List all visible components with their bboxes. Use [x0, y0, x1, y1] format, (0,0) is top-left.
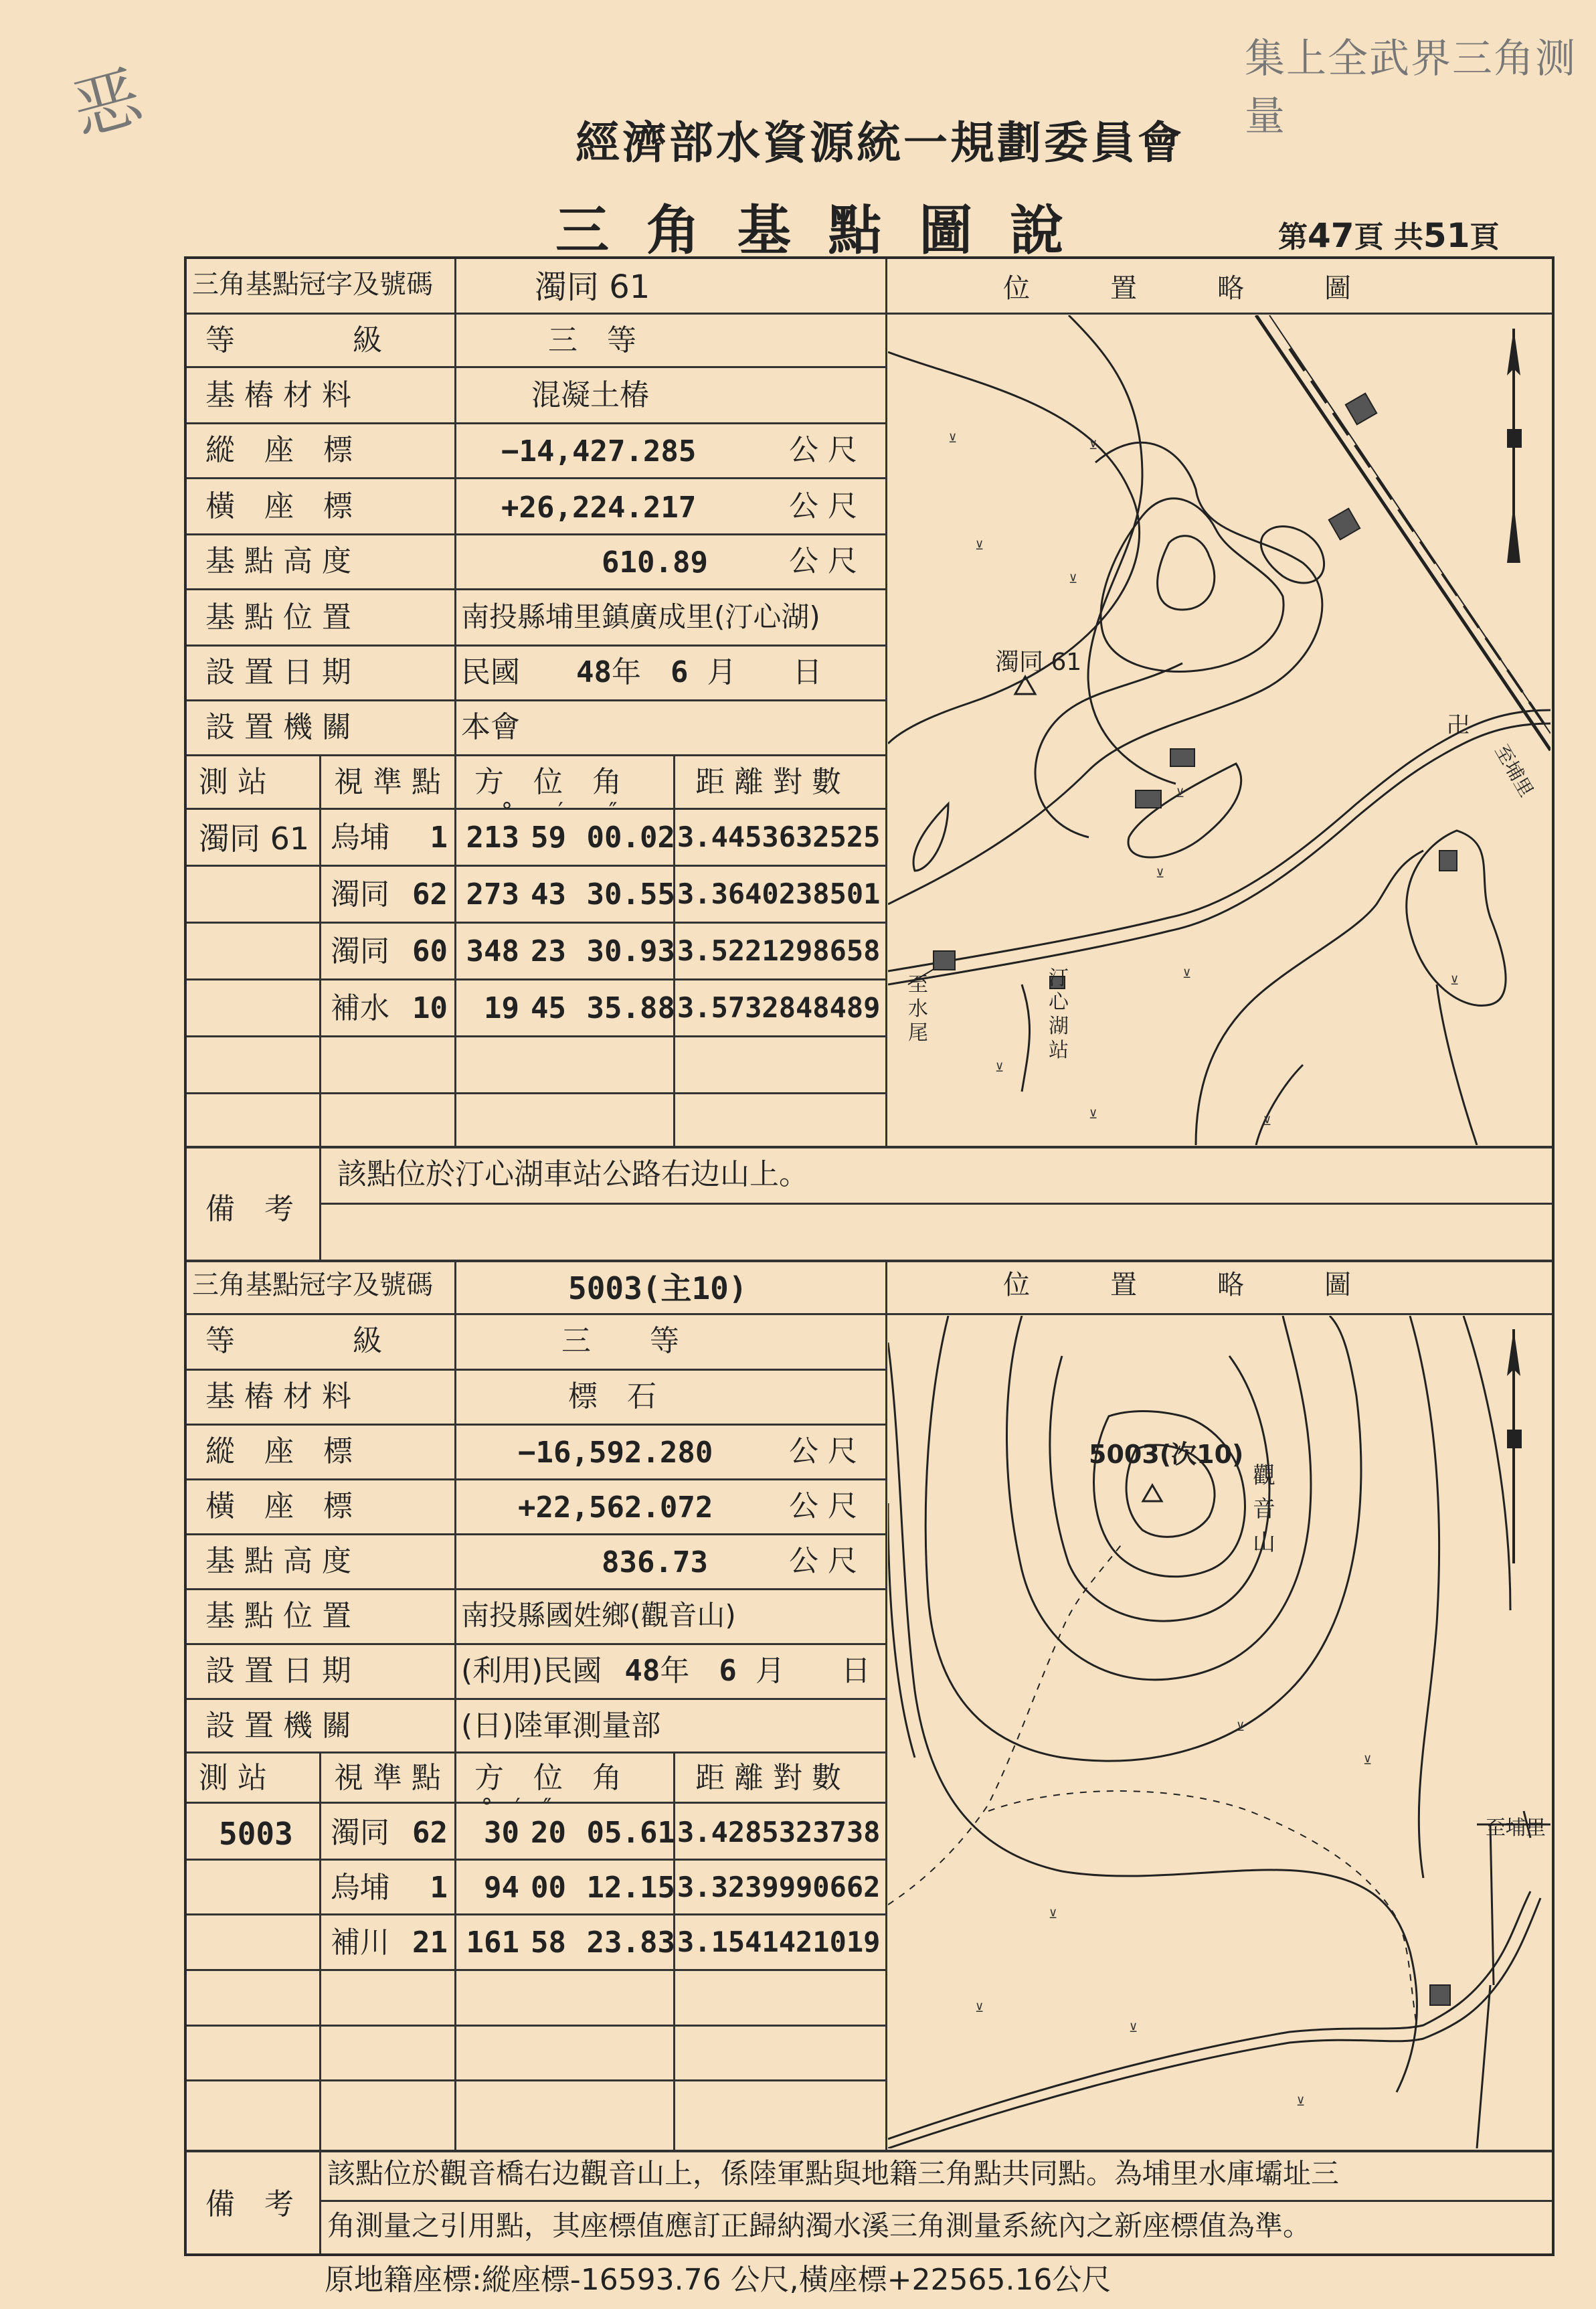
label-remarks-1: 備 考: [205, 1192, 294, 1226]
label-height-2: 基 點 高 度: [205, 1544, 351, 1578]
map1-rail-text: [1490, 741, 1538, 800]
label-code: 三角基點冠字及號碼: [192, 269, 433, 300]
obs-deg: 94: [484, 1871, 519, 1905]
handwritten-note: 集上全武界三角测量: [1245, 35, 1577, 140]
value-date-2: [461, 1656, 871, 1686]
obs-min: 00: [531, 1871, 566, 1905]
label-height: 基 點 高 度: [205, 544, 351, 578]
obs-min: 58: [531, 1926, 566, 1960]
label-date-2: 設 置 日 期: [205, 1654, 351, 1688]
obs-sec: 23.83: [586, 1926, 675, 1960]
svg-text:⊻: ⊻: [975, 539, 984, 553]
value-east-2: +22,562.072: [518, 1490, 713, 1525]
obs-target-num: 62: [412, 877, 448, 912]
obs-min: 45: [531, 991, 566, 1025]
remarks-2-line-2: 角測量之引用點，其座標值應訂正歸納濁水溪三角測量系統內之新座標值為準。: [327, 2209, 1312, 2242]
obs-target: 烏埔: [331, 1871, 389, 1905]
svg-text:⊻: ⊻: [1363, 1754, 1372, 1768]
remarks-1: 該點位於汀心湖車站公路右边山上。: [337, 1157, 808, 1191]
unit-height: 公 尺: [789, 544, 857, 578]
station-name-2: 5003: [219, 1816, 293, 1852]
svg-text:至埔里: 至埔里: [1490, 741, 1538, 801]
svg-text:至: 至: [908, 973, 928, 997]
obs-deg: 19: [484, 991, 519, 1025]
org-title: 經濟部水資源統一規劃委員會: [575, 116, 1184, 169]
label-target-2: 視 準 點: [334, 1761, 441, 1795]
page-prefix: 第: [1278, 220, 1308, 254]
map-title-2: 位 置 略 圖: [1003, 1270, 1351, 1300]
value-north-2: −16,592.280: [518, 1436, 713, 1470]
date-day-unit: 日: [792, 655, 822, 689]
page-counter: [1278, 213, 1500, 256]
svg-text:心: 心: [1049, 991, 1069, 1014]
map2-road-label: 至埔里: [1486, 1816, 1546, 1840]
obs-target: 烏埔: [331, 821, 389, 855]
svg-text:汀: 汀: [1049, 966, 1069, 990]
map2-point-label: 5003(次10): [1089, 1440, 1244, 1469]
unit-east: 公 尺: [789, 489, 857, 523]
unit-east-2: 公 尺: [789, 1489, 857, 1523]
svg-text:觀: 觀: [1253, 1462, 1275, 1489]
obs-target-num: 62: [412, 1816, 448, 1850]
value-location: 南投縣埔里鎮廣成里(汀心湖): [461, 600, 820, 633]
north-arrow-icon: [1507, 1329, 1522, 1563]
svg-text:水: 水: [908, 997, 928, 1021]
azimuth-marks-2: ° ′ ″: [481, 1794, 552, 1820]
svg-text:⊻: ⊻: [1049, 1907, 1058, 1921]
obs-sec: 00.02: [586, 821, 675, 855]
value-code-2: 5003(主10): [568, 1270, 747, 1306]
svg-text:湖: 湖: [1049, 1015, 1069, 1038]
obs-log: 3.4453632525: [677, 821, 881, 853]
obs-target: 濁同: [331, 1816, 389, 1850]
map1-station-label: [1049, 966, 1069, 1062]
value-material: 混凝土椿: [531, 378, 649, 412]
label-logdist: 距 離 對 數: [695, 765, 841, 799]
obs-target: 補水: [331, 991, 389, 1025]
obs-log: 3.4285323738: [677, 1816, 881, 1849]
date-year-unit: 年: [611, 655, 641, 689]
svg-text:⊻: ⊻: [948, 432, 958, 446]
map1-temple-mark: 卍: [1447, 712, 1470, 739]
label-date: 設 置 日 期: [205, 655, 351, 689]
azimuth-marks: ° ′ ″: [501, 798, 618, 825]
remarks-2-line-1: 該點位於觀音橋右边觀音山上，係陸軍點與地籍三角點共同點。為埔里水庫壩址三: [327, 2157, 1340, 2190]
obs-deg: 213: [466, 821, 519, 855]
svg-text:⊻: ⊻: [1129, 2021, 1138, 2035]
label-north-2: 縱 座 標: [205, 1434, 353, 1468]
label-grade-2: 等 級: [205, 1324, 382, 1358]
map2-grass-marks: [975, 1720, 1372, 2109]
footer-note: 原地籍座標:縱座標-16593.76 公尺,橫座標+22565.16公尺: [325, 2263, 1112, 2297]
value-agency: 本會: [461, 710, 520, 744]
label-location: 基 點 位 置: [205, 600, 351, 634]
unit-north: 公 尺: [789, 433, 857, 467]
label-location-2: 基 點 位 置: [205, 1599, 351, 1633]
obs-target: 濁同: [331, 934, 389, 968]
obs-min: 43: [531, 877, 566, 912]
label-east: 橫 座 標: [205, 489, 353, 523]
svg-text:⊻: ⊻: [1182, 967, 1192, 981]
obs-target-num: 1: [430, 1871, 448, 1905]
date-month: 6: [670, 655, 689, 689]
unit-north-2: 公 尺: [789, 1434, 857, 1468]
label-azimuth: 方 位 角: [474, 765, 622, 799]
obs-target-num: 10: [412, 991, 448, 1025]
svg-text:⊻: ⊻: [1176, 786, 1185, 800]
north-arrow-icon: [1507, 329, 1522, 563]
obs-deg: 161: [466, 1926, 519, 1960]
obs-sec: 12.15: [586, 1871, 675, 1905]
map1-point-label: 濁同 61: [995, 649, 1082, 676]
date-prefix: 民國: [461, 655, 520, 689]
date-month-unit: 月: [707, 655, 737, 689]
page-current: 47: [1308, 216, 1354, 255]
value-material-2: 標 石: [568, 1379, 656, 1414]
obs-log: 3.1541421019: [677, 1926, 881, 1958]
map-title-1: 位 置 略 圖: [1003, 273, 1351, 304]
value-north: −14,427.285: [501, 434, 697, 468]
map2-mountain-label: [1253, 1462, 1275, 1556]
svg-text:⊻: ⊻: [1069, 572, 1078, 586]
svg-text:⊻: ⊻: [1263, 1114, 1272, 1128]
map1-road-text: [908, 973, 928, 1045]
label-agency: 設 置 機 關: [205, 710, 351, 744]
label-east-2: 橫 座 標: [205, 1489, 353, 1523]
obs-target-num: 60: [412, 934, 448, 968]
svg-text:⊻: ⊻: [1089, 438, 1098, 452]
date-month-unit: 月: [755, 1654, 785, 1688]
svg-text:⊻: ⊻: [1236, 1720, 1245, 1734]
obs-log: 3.5732848489: [677, 991, 881, 1024]
date-day-unit: 日: [840, 1654, 871, 1688]
value-code: 濁同 61: [535, 268, 650, 306]
value-date: [461, 655, 822, 689]
location-map-1: [888, 315, 1550, 1145]
svg-text:⊻: ⊻: [995, 1061, 1004, 1075]
page-suffix: 頁: [1470, 220, 1500, 254]
page-mid: 頁 共: [1354, 220, 1423, 254]
obs-sec: 30.55: [586, 877, 675, 912]
label-material-2: 基 樁 材 料: [205, 1379, 351, 1414]
label-remarks-2: 備 考: [205, 2187, 294, 2221]
obs-target-num: 1: [430, 821, 448, 855]
svg-text:⊻: ⊻: [1450, 974, 1459, 988]
value-grade-2: 三 等: [561, 1324, 679, 1358]
svg-text:⊻: ⊻: [1296, 2095, 1306, 2109]
label-grade: 等 級: [205, 323, 382, 357]
obs-sec: 05.61: [586, 1816, 675, 1850]
date-month: 6: [719, 1654, 737, 1688]
label-station: 測 站: [199, 765, 267, 799]
data-sheet: [184, 256, 1555, 2256]
date-prefix: (利用)民國: [461, 1654, 602, 1688]
label-target: 視 準 點: [334, 765, 441, 799]
value-agency-2: (日)陸軍測量部: [461, 1709, 661, 1743]
obs-log: 3.3640238501: [677, 877, 881, 910]
obs-target-num: 21: [412, 1926, 448, 1960]
date-year-unit: 年: [660, 1654, 690, 1688]
value-height: 610.89: [602, 545, 708, 580]
obs-min: 20: [531, 1816, 566, 1850]
unit-height-2: 公 尺: [789, 1544, 857, 1578]
value-east: +26,224.217: [501, 491, 697, 525]
value-location-2: 南投縣國姓鄉(觀音山): [461, 1599, 736, 1632]
obs-deg: 30: [484, 1816, 519, 1850]
obs-deg: 273: [466, 877, 519, 912]
obs-deg: 348: [466, 934, 519, 968]
date-year: 48: [576, 655, 612, 689]
svg-text:⊻: ⊻: [1089, 1108, 1098, 1122]
station-name: 濁同 61: [199, 821, 310, 857]
label-code-2: 三角基點冠字及號碼: [192, 1270, 433, 1300]
page-total: 51: [1423, 216, 1470, 255]
svg-text:尾: 尾: [908, 1021, 928, 1045]
svg-text:山: 山: [1253, 1529, 1275, 1556]
label-north: 縱 座 標: [205, 433, 353, 467]
date-year: 48: [624, 1654, 660, 1688]
svg-text:⊻: ⊻: [1156, 867, 1165, 881]
svg-text:站: 站: [1049, 1039, 1069, 1062]
location-map-2: [888, 1316, 1550, 2148]
obs-min: 23: [531, 934, 566, 968]
label-logdist-2: 距 離 對 數: [695, 1761, 841, 1795]
doc-title: 三 角 基 點 圖 說: [555, 199, 1073, 262]
value-grade: 三 等: [548, 323, 636, 357]
value-height-2: 836.73: [602, 1545, 708, 1579]
obs-target: 補川: [331, 1926, 389, 1960]
label-agency-2: 設 置 機 關: [205, 1709, 351, 1743]
label-azimuth-2: 方 位 角: [474, 1761, 622, 1795]
label-material: 基 樁 材 料: [205, 378, 351, 412]
obs-target: 濁同: [331, 877, 389, 912]
obs-sec: 35.88: [586, 991, 675, 1025]
svg-text:音: 音: [1253, 1496, 1275, 1523]
obs-sec: 30.93: [586, 934, 675, 968]
obs-log: 3.5221298658: [677, 934, 881, 967]
corner-mark: 恶: [64, 57, 150, 151]
obs-min: 59: [531, 821, 566, 855]
svg-text:⊻: ⊻: [975, 2001, 984, 2015]
obs-log: 3.3239990662: [677, 1871, 881, 1903]
label-station-2: 測 站: [199, 1761, 267, 1795]
